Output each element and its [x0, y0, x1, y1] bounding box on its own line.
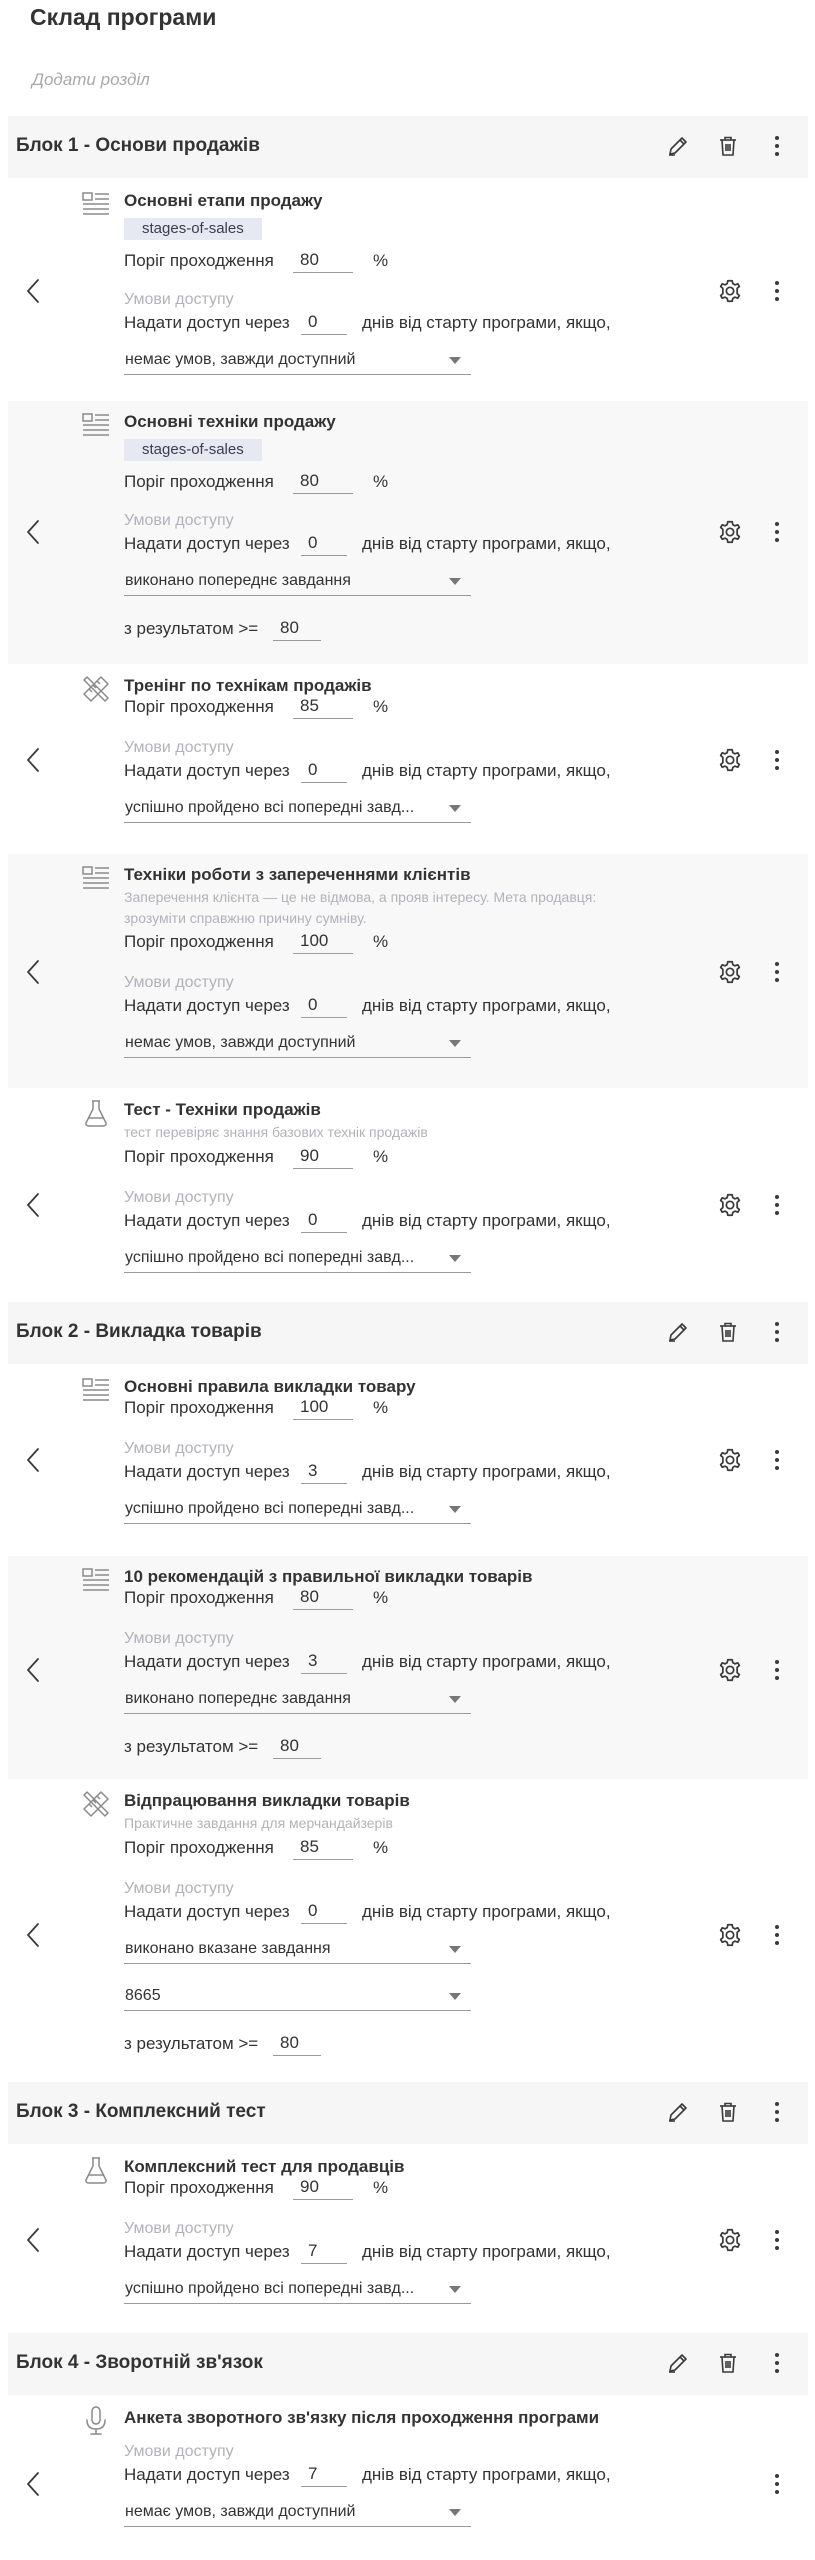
days-input[interactable] [301, 1458, 347, 1484]
drag-handle-icon[interactable] [764, 1920, 790, 1950]
settings-gear-icon[interactable] [715, 1190, 745, 1220]
edit-icon[interactable] [664, 2349, 692, 2377]
threshold-input[interactable] [293, 1834, 353, 1860]
block-title: Блок 4 - Зворотній зв'язок [16, 2352, 263, 2373]
access-conditions-label: Умови доступу [124, 1880, 234, 1897]
condition-select[interactable] [124, 1028, 471, 1058]
flask-icon [80, 2154, 112, 2186]
block-title: Блок 2 - Викладка товарів [16, 1321, 262, 1342]
days-input[interactable] [301, 1648, 347, 1674]
chevron-down-icon [449, 1040, 461, 1047]
threshold-input[interactable] [293, 1394, 353, 1420]
training-icon [80, 1788, 112, 1820]
percent-sign: % [373, 251, 389, 270]
item-title: Основні етапи продажу [124, 191, 323, 210]
collapse-chevron-icon[interactable] [18, 1920, 48, 1950]
result-label: з результатом >= [124, 619, 259, 638]
threshold-input[interactable] [293, 468, 353, 494]
block-title: Блок 1 - Основи продажів [16, 135, 260, 156]
condition-select-value: успішно пройдено всі попередні завд... [125, 2280, 415, 2297]
condition-select[interactable] [124, 1243, 471, 1273]
training-icon [80, 673, 112, 705]
threshold-input[interactable] [293, 247, 353, 273]
block-header [8, 1302, 808, 1364]
threshold-input[interactable] [293, 1584, 353, 1610]
days-after-start-label: днів від старту програми, якщо, [362, 534, 611, 553]
settings-gear-icon[interactable] [715, 1920, 745, 1950]
days-after-start-label: днів від старту програми, якщо, [362, 1462, 611, 1481]
drag-handle-icon[interactable] [763, 2349, 791, 2377]
percent-sign: % [373, 1838, 389, 1857]
threshold-input[interactable] [293, 2174, 353, 2200]
flask-icon [80, 1097, 112, 1129]
days-after-start-label: днів від старту програми, якщо, [362, 2465, 611, 2484]
drag-handle-icon[interactable] [764, 2225, 790, 2255]
days-after-start-label: днів від старту програми, якщо, [362, 1902, 611, 1921]
article-icon [80, 1564, 112, 1596]
condition-select-value: немає умов, завжди доступний [125, 351, 356, 368]
days-after-start-label: днів від старту програми, якщо, [362, 313, 611, 332]
collapse-chevron-icon[interactable] [18, 517, 48, 547]
drag-handle-icon[interactable] [763, 1318, 791, 1346]
grant-access-label: Надати доступ через [124, 313, 290, 332]
percent-sign: % [373, 1147, 389, 1166]
settings-gear-icon[interactable] [715, 517, 745, 547]
access-conditions-label: Умови доступу [124, 1440, 234, 1457]
collapse-chevron-icon[interactable] [18, 1655, 48, 1685]
item-title: Основні техніки продажу [124, 412, 336, 431]
program-item [8, 2397, 808, 2560]
collapse-chevron-icon[interactable] [18, 1445, 48, 1475]
drag-handle-icon[interactable] [763, 132, 791, 160]
days-input[interactable] [301, 1898, 347, 1924]
task-select-value: 8665 [125, 1987, 161, 2004]
chevron-down-icon [449, 2509, 461, 2516]
collapse-chevron-icon[interactable] [18, 1190, 48, 1220]
block-header [8, 2333, 808, 2395]
access-conditions-label: Умови доступу [124, 974, 234, 991]
grant-access-label: Надати доступ через [124, 996, 290, 1015]
collapse-chevron-icon[interactable] [18, 2469, 48, 2499]
grant-access-label: Надати доступ через [124, 1652, 290, 1671]
threshold-label: Поріг проходження [124, 1588, 274, 1607]
percent-sign: % [373, 932, 389, 951]
access-conditions-label: Умови доступу [124, 1189, 234, 1206]
settings-gear-icon[interactable] [715, 957, 745, 987]
result-label: з результатом >= [124, 1737, 259, 1756]
days-input[interactable] [301, 309, 347, 335]
settings-gear-icon[interactable] [715, 276, 745, 306]
item-title: Відпрацювання викладки товарів [124, 1791, 410, 1810]
days-after-start-label: днів від старту програми, якщо, [362, 996, 611, 1015]
program-item [8, 854, 808, 1088]
condition-select-value: успішно пройдено всі попередні завд... [125, 1500, 415, 1517]
collapse-chevron-icon[interactable] [18, 957, 48, 987]
settings-gear-icon[interactable] [715, 745, 745, 775]
chevron-down-icon [449, 1946, 461, 1953]
article-icon [80, 1374, 112, 1406]
percent-sign: % [373, 1398, 389, 1417]
drag-handle-icon[interactable] [764, 2469, 790, 2499]
item-title: Основні правила викладки товару [124, 1377, 416, 1396]
block-header [8, 2082, 808, 2144]
condition-select-value: виконано попереднє завдання [125, 572, 351, 589]
days-input[interactable] [301, 530, 347, 556]
drag-handle-icon[interactable] [763, 2098, 791, 2126]
days-input[interactable] [301, 757, 347, 783]
add-section-link[interactable]: Додати розділ [32, 70, 150, 89]
days-after-start-label: днів від старту програми, якщо, [362, 2242, 611, 2261]
block-title: Блок 3 - Комплексний тест [16, 2101, 266, 2122]
result-input[interactable] [273, 1733, 321, 1759]
item-title: Тренінг по технікам продажів [124, 676, 372, 695]
chevron-down-icon [449, 578, 461, 585]
percent-sign: % [373, 472, 389, 491]
drag-handle-icon[interactable] [764, 957, 790, 987]
drag-handle-icon[interactable] [764, 1655, 790, 1685]
access-conditions-label: Умови доступу [124, 1630, 234, 1647]
result-input[interactable] [273, 2030, 321, 2056]
days-after-start-label: днів від старту програми, якщо, [362, 761, 611, 780]
drag-handle-icon[interactable] [764, 1190, 790, 1220]
program-item [8, 1089, 808, 1307]
access-conditions-label: Умови доступу [124, 2443, 234, 2460]
condition-select-value: немає умов, завжди доступний [125, 2503, 356, 2520]
result-label: з результатом >= [124, 2034, 259, 2053]
condition-select[interactable] [124, 793, 471, 823]
mic-icon [80, 2405, 112, 2437]
threshold-label: Поріг проходження [124, 251, 274, 270]
item-title: Тест - Техніки продажів [124, 1100, 321, 1119]
percent-sign: % [373, 1588, 389, 1607]
grant-access-label: Надати доступ через [124, 761, 290, 780]
days-after-start-label: днів від старту програми, якщо, [362, 1211, 611, 1230]
access-conditions-label: Умови доступу [124, 739, 234, 756]
article-icon [80, 862, 112, 894]
threshold-label: Поріг проходження [124, 472, 274, 491]
grant-access-label: Надати доступ через [124, 1211, 290, 1230]
drag-handle-icon[interactable] [764, 1445, 790, 1475]
access-conditions-label: Умови доступу [124, 291, 234, 308]
program-item [8, 180, 808, 400]
threshold-label: Поріг проходження [124, 1147, 274, 1166]
condition-select[interactable] [124, 2497, 471, 2527]
drag-handle-icon[interactable] [764, 745, 790, 775]
item-tag: stages-of-sales [124, 439, 262, 461]
edit-icon[interactable] [664, 1318, 692, 1346]
item-title: Техніки роботи з запереченнями клієнтів [124, 865, 471, 884]
threshold-label: Поріг проходження [124, 1838, 274, 1857]
edit-icon[interactable] [664, 132, 692, 160]
drag-handle-icon[interactable] [764, 517, 790, 547]
collapse-chevron-icon[interactable] [18, 276, 48, 306]
item-description: Заперечення клієнта — це не відмова, а прояв інтересу. Мета продавця: зрозуміти справжню причину сумніву. [124, 889, 597, 926]
condition-select[interactable] [124, 1934, 471, 1964]
item-title: Комплексний тест для продавців [124, 2157, 405, 2176]
condition-select-value: немає умов, завжди доступний [125, 1034, 356, 1051]
block-header [8, 116, 808, 178]
collapse-chevron-icon[interactable] [18, 2225, 48, 2255]
threshold-label: Поріг проходження [124, 697, 274, 716]
days-input[interactable] [301, 992, 347, 1018]
delete-icon[interactable] [714, 132, 742, 160]
delete-icon[interactable] [714, 1318, 742, 1346]
article-icon [80, 188, 112, 220]
item-title: 10 рекомендацій з правильної викладки товарів [124, 1567, 533, 1586]
percent-sign: % [373, 2178, 389, 2197]
settings-gear-icon[interactable] [715, 1445, 745, 1475]
chevron-down-icon [449, 357, 461, 364]
days-input[interactable] [301, 1207, 347, 1233]
drag-handle-icon[interactable] [764, 276, 790, 306]
program-item [8, 1556, 808, 1779]
access-conditions-label: Умови доступу [124, 2220, 234, 2237]
chevron-down-icon [449, 1255, 461, 1262]
chevron-down-icon [449, 805, 461, 812]
grant-access-label: Надати доступ через [124, 534, 290, 553]
grant-access-label: Надати доступ через [124, 2242, 290, 2261]
program-item [8, 401, 808, 664]
article-icon [80, 409, 112, 441]
chevron-down-icon [449, 1993, 461, 2000]
condition-select-value: успішно пройдено всі попередні завд... [125, 799, 415, 816]
program-item [8, 2146, 808, 2335]
condition-select-value: виконано вказане завдання [125, 1940, 331, 1957]
chevron-down-icon [449, 2286, 461, 2293]
item-tag: stages-of-sales [124, 218, 262, 240]
percent-sign: % [373, 697, 389, 716]
settings-gear-icon[interactable] [715, 2225, 745, 2255]
item-title: Анкета зворотного зв'язку після проходження програми [124, 2408, 600, 2427]
result-input[interactable] [273, 615, 321, 641]
condition-select[interactable] [124, 566, 471, 596]
grant-access-label: Надати доступ через [124, 1902, 290, 1921]
days-input[interactable] [301, 2461, 347, 2487]
delete-icon[interactable] [714, 2098, 742, 2126]
condition-select[interactable] [124, 1684, 471, 1714]
settings-gear-icon[interactable] [715, 1655, 745, 1685]
program-item [8, 1366, 808, 1555]
item-description: Практичне завдання для мерчандайзерів [124, 1815, 393, 1831]
task-select[interactable] [124, 1981, 471, 2011]
condition-select[interactable] [124, 2274, 471, 2304]
days-after-start-label: днів від старту програми, якщо, [362, 1652, 611, 1671]
collapse-chevron-icon[interactable] [18, 745, 48, 775]
program-item [8, 1780, 808, 2082]
grant-access-label: Надати доступ через [124, 1462, 290, 1481]
delete-icon[interactable] [714, 2349, 742, 2377]
condition-select-value: успішно пройдено всі попередні завд... [125, 1249, 415, 1266]
threshold-input[interactable] [293, 1143, 353, 1169]
chevron-down-icon [449, 1506, 461, 1513]
item-description: тест перевіряє знання базових технік продажів [124, 1124, 428, 1140]
access-conditions-label: Умови доступу [124, 512, 234, 529]
threshold-label: Поріг проходження [124, 1398, 274, 1417]
threshold-label: Поріг проходження [124, 2178, 274, 2197]
days-input[interactable] [301, 2238, 347, 2264]
edit-icon[interactable] [664, 2098, 692, 2126]
chevron-down-icon [449, 1696, 461, 1703]
condition-select[interactable] [124, 1494, 471, 1524]
page-title: Склад програми [30, 4, 217, 30]
condition-select-value: виконано попереднє завдання [125, 1690, 351, 1707]
threshold-label: Поріг проходження [124, 932, 274, 951]
threshold-input[interactable] [293, 693, 353, 719]
threshold-input[interactable] [293, 928, 353, 954]
condition-select[interactable] [124, 345, 471, 375]
program-item [8, 665, 808, 853]
grant-access-label: Надати доступ через [124, 2465, 290, 2484]
